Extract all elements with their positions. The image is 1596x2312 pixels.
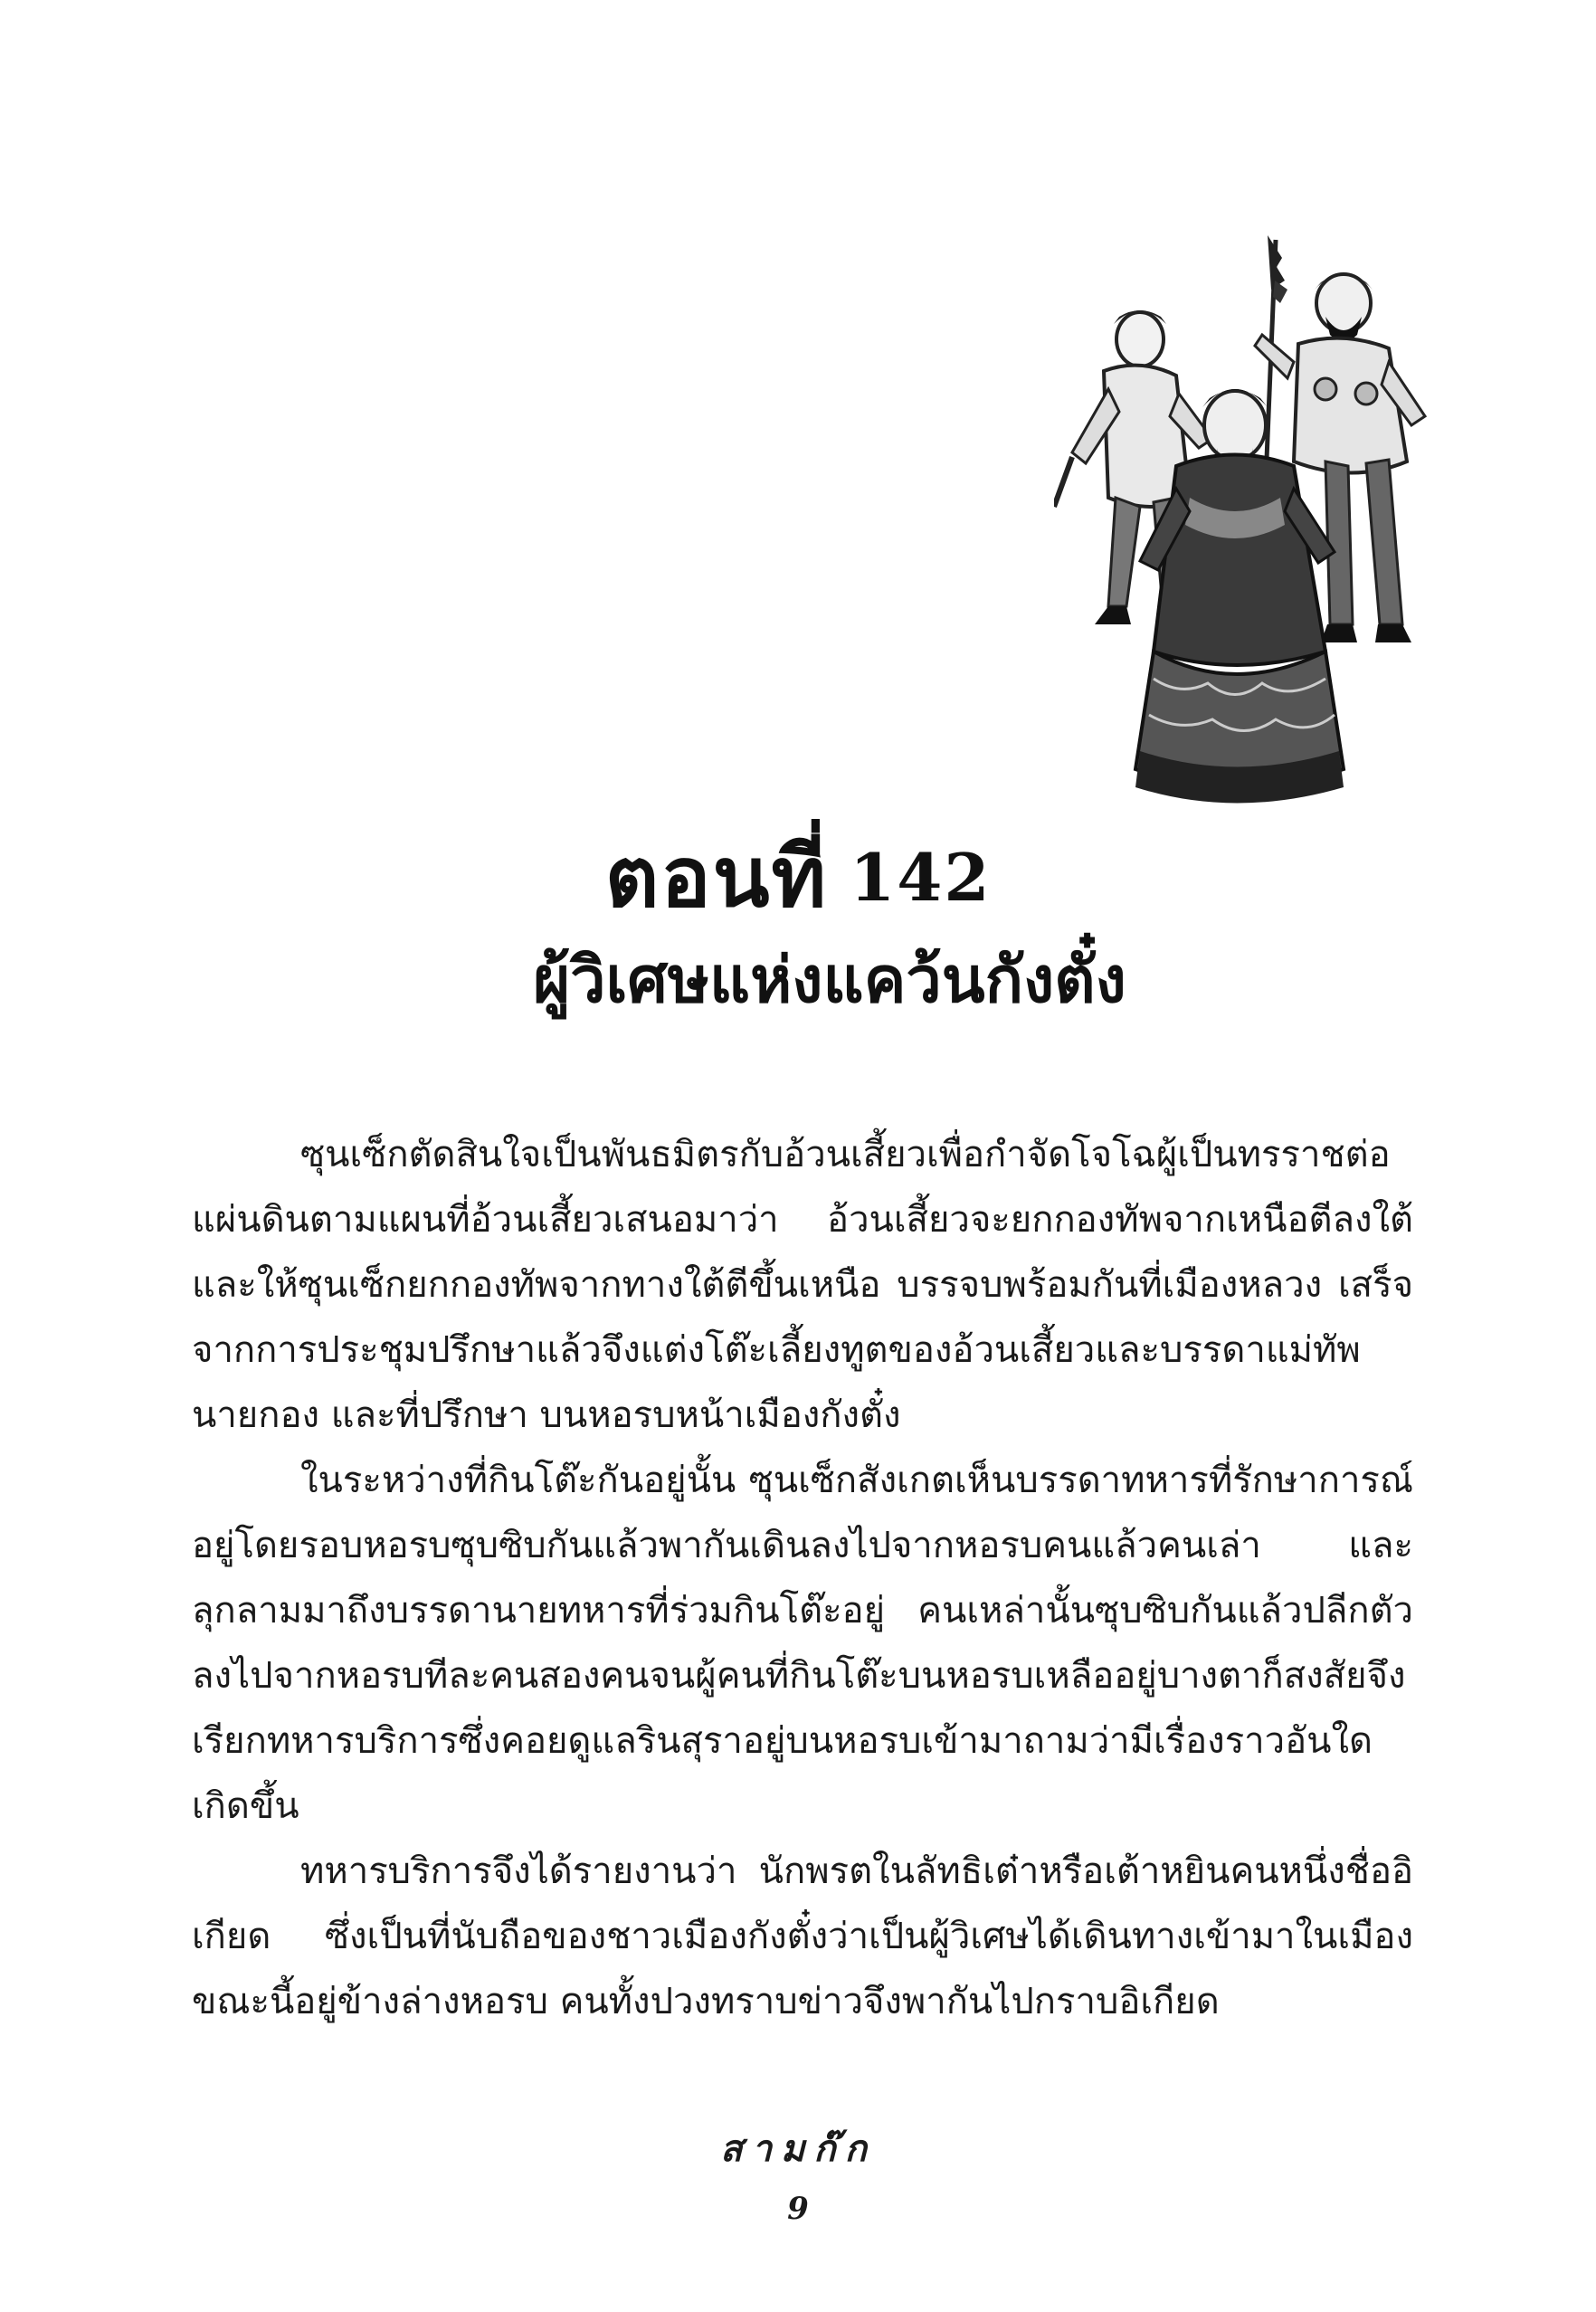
footer-brand: สามก๊ก <box>720 2128 876 2170</box>
page-footer <box>0 2122 1596 2236</box>
paragraph-2: ในระหว่างที่กินโต๊ะกันอยู่นั้น ซุนเซ็กสังเกตเห็นบรรดาทหารที่รักษาการณ์อยู่โดยรอบหอรบซุบซิบกันแล้วพากันเดินลงไปจากหอรบคนแล้วคนเล่า และลุกลามมาถึงบรรดานายทหารที่ร่วมกินโต๊ะอยู่ คนเหล่านั้นซุบซิบกันแล้วปลีกตัวลงไปจากหอรบทีละคนสองคนจนผู้คนที่กินโต๊ะบนหอรบเหลืออยู่บางตาก็สงสัยจึงเรียกทหารบริการซึ่งคอยดูแลรินสุราอยู่บนหอรบเข้ามาถามว่ามีเรื่องราวอันใดเกิดขึ้น <box>192 1460 1413 1827</box>
chapter-label: ตอนที่ <box>604 829 829 926</box>
chapter-title: ผู้วิเศษแห่งแคว้นกังตั๋ง <box>533 943 1126 1017</box>
chapter-heading <box>0 828 1596 1025</box>
warriors-illustration-icon <box>1054 226 1461 823</box>
paragraph-3: ทหารบริการจึงได้รายงานว่า นักพรตในลัทธิเต๋าหรือเต้าหยินคนหนึ่งชื่ออิเกียด ซึ่งเป็นที่นับถือของชาวเมืองกังตั๋งว่าเป็นผู้วิเศษได้เดินทางเข้ามาในเมืองขณะนี้อยู่ข้างล่างหอรบ คนทั้งปวงทราบข่าวจึงพากันไปกราบอิเกียด <box>192 1851 1413 2022</box>
chapter-number-line <box>0 828 1596 928</box>
chapter-number: 142 <box>850 839 992 916</box>
body-text <box>192 1122 1413 2034</box>
paragraph-1: ซุนเซ็กตัดสินใจเป็นพันธมิตรกับอ้วนเสี้ยวเพื่อกำจัดโจโฉผู้เป็นทรราชต่อแผ่นดินตามแผนที่อ้วนเสี้ยวเสนอมาว่า อ้วนเสี้ยวจะยกกองทัพจากเหนือตีลงใต้ และให้ซุนเซ็กยกกองทัพจากทางใต้ตีขึ้นเหนือ บรรจบพร้อมกันที่เมืองหลวง เสร็จจากการประชุมปรึกษาแล้วจึงแต่งโต๊ะเลี้ยงทูตของอ้วนเสี้ยวและบรรดาแม่ทัพนายกอง และที่ปรึกษา บนหอรบหน้าเมืองกังตั๋ง <box>192 1134 1413 1436</box>
page-number: 9 <box>787 2191 809 2227</box>
